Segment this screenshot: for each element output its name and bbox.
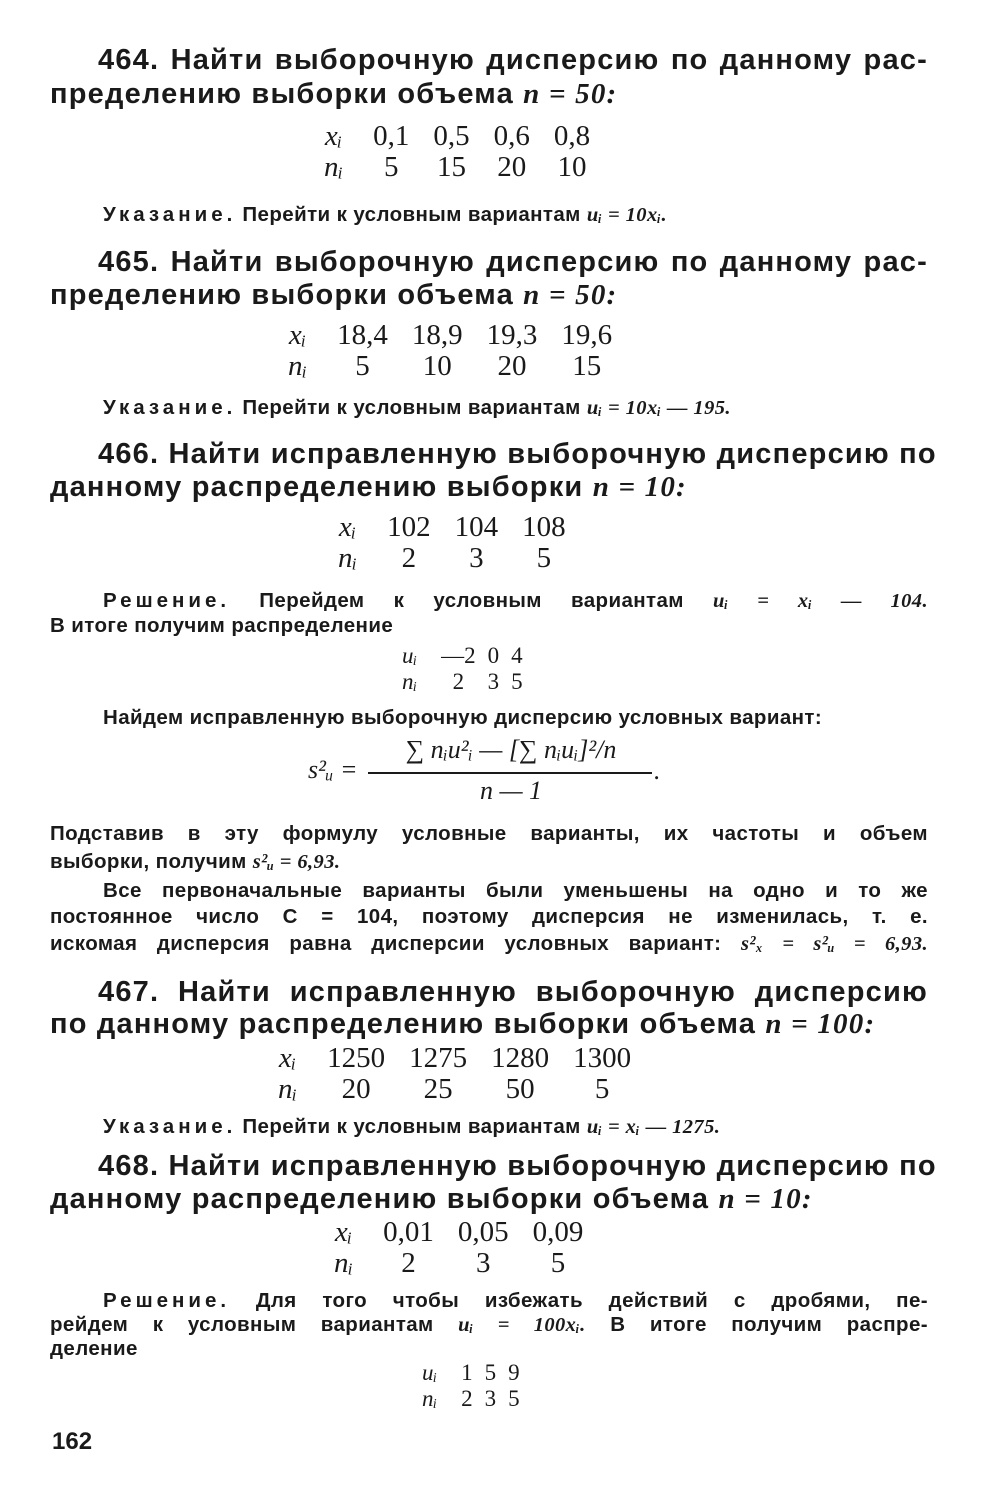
solution-label: Решение. (103, 589, 231, 612)
problem-466-solution-line2 (50, 614, 393, 638)
problem-466-final-line3 (50, 932, 928, 956)
problem-466-final-line2 (50, 905, 928, 929)
table-row (326, 512, 578, 543)
table-cell: 19,3 (486, 319, 538, 351)
problem-466-u-table (396, 643, 529, 695)
table-cell: 5 (511, 669, 523, 694)
problem-464-n: n = 50: (523, 78, 618, 110)
table-cell: 2 (461, 1386, 473, 1411)
n-label: nᵢ (402, 669, 418, 694)
table-row (276, 351, 624, 382)
table-cell: 3 (469, 542, 484, 574)
problem-464-hint (103, 203, 667, 227)
table-cell: 19,6 (561, 319, 613, 351)
solution-formula: uᵢ = 100xᵢ. (458, 1314, 586, 1336)
table-cell: 3 (475, 1247, 491, 1279)
table-cell: 5 (484, 1360, 497, 1385)
problem-465-text1: Найти выборочную дисперсию по данному рас- (170, 246, 928, 278)
problem-466-subst-line2 (50, 850, 340, 874)
table-cell: 0,8 (553, 120, 591, 152)
problem-468-solution-line2 (50, 1313, 928, 1337)
problem-468-solution-line3 (50, 1337, 138, 1361)
table-cell: 0,01 (383, 1216, 434, 1248)
final-formula: s²ₓ = s²ᵤ = 6,93. (741, 933, 928, 955)
table-cell: 5 (383, 151, 399, 183)
problem-464-line2 (50, 78, 617, 111)
table-row (276, 320, 624, 351)
problem-468-u-table (416, 1360, 526, 1412)
table-cell: 20 (497, 350, 527, 382)
table-cell: 2 (452, 669, 465, 694)
table-cell: 5 (536, 542, 552, 574)
problem-467-line2 (50, 1008, 875, 1041)
x-label: xᵢ (338, 511, 357, 543)
table-cell: 1300 (573, 1042, 632, 1074)
table-row (266, 1043, 643, 1074)
problem-465-text2: пределению выборки объема (50, 279, 514, 311)
problem-466-line1 (98, 438, 937, 471)
hint-formula: uᵢ = xᵢ — 1275. (586, 1116, 721, 1138)
table-row (416, 1360, 526, 1386)
subst-result: s²ᵤ = 6,93. (252, 851, 341, 873)
table-cell: 0 (487, 643, 500, 668)
formula-numerator: ∑ nᵢu²ᵢ — [∑ nᵢuᵢ]²/n (405, 735, 617, 764)
problem-467-number: 467. (98, 976, 160, 1008)
problem-466-find-text (103, 706, 822, 730)
n-label: nᵢ (334, 1247, 354, 1279)
solution-text1: Для того чтобы избежать действий с дробями, пе- (255, 1289, 928, 1312)
problem-468-line1 (98, 1150, 937, 1183)
problem-468-number: 468. (98, 1150, 160, 1182)
problem-464-text2: пределению выборки объема (50, 78, 514, 110)
problem-465-hint (103, 396, 731, 420)
u-label: uᵢ (422, 1360, 438, 1385)
problem-468-table (322, 1217, 595, 1279)
x-label: xᵢ (324, 120, 343, 152)
problem-465-number: 465. (98, 246, 160, 278)
hint-label: Указание. (103, 396, 237, 419)
problem-466-text2: данному распределению выборки (50, 471, 584, 503)
problem-466-number: 466. (98, 438, 160, 470)
u-label: uᵢ (402, 643, 418, 668)
table-cell: 108 (522, 511, 566, 543)
n-label: nᵢ (338, 542, 358, 574)
problem-467-n: n = 100: (765, 1008, 876, 1040)
n-label: nᵢ (278, 1073, 298, 1105)
solution-text1: Перейдем к условным вариантам (259, 589, 684, 612)
table-row (326, 543, 578, 574)
table-cell: 2 (401, 542, 417, 574)
table-cell: 1 (461, 1360, 473, 1385)
problem-466-n: n = 10: (592, 471, 687, 503)
final-text3: искомая дисперсия равна дисперсии условных вариант: (50, 932, 722, 955)
problem-467-text2: по данному распределению выборки объема (50, 1008, 757, 1040)
problem-465-n: n = 50: (523, 279, 618, 311)
problem-468-solution-line1 (103, 1289, 928, 1313)
x-label: xᵢ (278, 1042, 297, 1074)
subst-text1: Подставив в эту формулу условные варианты, их частоты и объем (50, 822, 928, 845)
table-cell: 4 (511, 643, 523, 668)
table-cell: 102 (387, 511, 431, 543)
problem-466-subst-line1 (50, 822, 928, 846)
x-label: xᵢ (334, 1216, 353, 1248)
table-cell: 5 (355, 350, 370, 382)
table-cell: 15 (572, 350, 602, 382)
problem-466-final-line1 (103, 879, 928, 903)
problem-468-n: n = 10: (718, 1183, 813, 1215)
table-cell: 0,1 (373, 120, 410, 152)
table-row (312, 152, 602, 183)
table-row (416, 1386, 526, 1412)
table-row (322, 1248, 595, 1279)
table-row (396, 669, 529, 695)
problem-468-line2 (50, 1183, 813, 1216)
problem-464-line1 (98, 44, 928, 77)
problem-466-table (326, 512, 578, 574)
table-cell: 104 (454, 511, 499, 543)
table-cell: 3 (487, 669, 500, 694)
solution-formula: uᵢ = xᵢ — 104. (713, 590, 928, 612)
x-label: xᵢ (288, 319, 307, 351)
table-cell: 10 (422, 350, 452, 382)
table-cell: 18,4 (337, 319, 388, 351)
problem-467-text1: Найти исправленную выборочную дисперсию (178, 976, 928, 1008)
solution-text2b: В итоге получим распре- (610, 1313, 928, 1336)
problem-468-text2: данному распределению выборки объема (50, 1183, 710, 1215)
table-cell: 5 (550, 1247, 566, 1279)
formula-denominator: n — 1 (479, 776, 543, 805)
table-cell: 20 (341, 1073, 371, 1105)
table-cell: 15 (436, 151, 466, 183)
hint-formula: uᵢ = 10xᵢ. (586, 204, 667, 226)
hint-label: Указание. (103, 203, 237, 226)
problem-465-table (276, 320, 624, 382)
problem-466-solution-line1 (103, 589, 928, 613)
solution-text2a: рейдем к условным вариантам (50, 1313, 434, 1336)
final-text1: Все первоначальные варианты были уменьшены на одно и то же (103, 879, 928, 902)
table-cell: 0,09 (532, 1216, 584, 1248)
problem-467-hint (103, 1115, 720, 1139)
problem-468-text1: Найти исправленную выборочную дисперсию по (168, 1150, 937, 1182)
problem-464-table (312, 121, 602, 183)
table-cell: 0,5 (433, 120, 470, 152)
page-number: 162 (52, 1428, 93, 1455)
table-cell: 0,6 (493, 120, 530, 152)
n-label: nᵢ (288, 350, 308, 382)
hint-text: Перейти к условным вариантам (242, 203, 581, 226)
table-cell: 18,9 (411, 319, 463, 351)
problem-465-line2 (50, 279, 617, 312)
solution-text2: В итоге получим распределение (50, 614, 394, 637)
hint-text: Перейти к условным вариантам (242, 396, 581, 419)
table-row (322, 1217, 595, 1248)
solution-text3: деление (50, 1337, 138, 1360)
table-cell: 50 (505, 1073, 535, 1105)
n-label: nᵢ (324, 151, 344, 183)
problem-466-line2 (50, 471, 687, 504)
table-cell: 5 (594, 1073, 610, 1105)
subst-text2: выборки, получим (50, 850, 247, 873)
table-cell: 1280 (491, 1042, 550, 1074)
problem-465-line1 (98, 246, 928, 279)
problem-467-table (266, 1043, 643, 1105)
table-cell: 2 (401, 1247, 416, 1279)
find-text: Найдем исправленную выборочную дисперсию условных вариант: (103, 706, 823, 729)
table-cell: 5 (508, 1386, 520, 1411)
table-cell: 1250 (327, 1042, 386, 1074)
formula-end: . (654, 756, 661, 785)
table-row (312, 121, 602, 152)
table-row (266, 1074, 643, 1105)
solution-label: Решение. (103, 1289, 231, 1312)
table-cell: 1275 (409, 1042, 468, 1074)
problem-467-line1 (98, 976, 928, 1009)
n-label: nᵢ (422, 1386, 438, 1411)
hint-formula: uᵢ = 10xᵢ — 195. (586, 397, 731, 419)
table-row (396, 643, 529, 669)
hint-label: Указание. (103, 1115, 237, 1138)
table-cell: 10 (557, 151, 587, 183)
problem-464-number: 464. (98, 44, 160, 76)
table-cell: 9 (508, 1360, 520, 1385)
formula-lhs: s²ᵤ = (308, 755, 358, 784)
table-cell: 0,05 (457, 1216, 509, 1248)
table-cell: 3 (484, 1386, 497, 1411)
table-cell: —2 (441, 643, 476, 668)
table-cell: 20 (497, 151, 527, 183)
hint-text: Перейти к условным вариантам (242, 1115, 581, 1138)
problem-464-text1: Найти выборочную дисперсию по данному рас- (170, 44, 928, 76)
fraction-bar (368, 772, 652, 774)
table-cell: 25 (423, 1073, 453, 1105)
final-text2: постоянное число C = 104, поэтому дисперсия не изменилась, т. е. (50, 905, 928, 928)
problem-466-text1: Найти исправленную выборочную дисперсию по (168, 438, 937, 470)
